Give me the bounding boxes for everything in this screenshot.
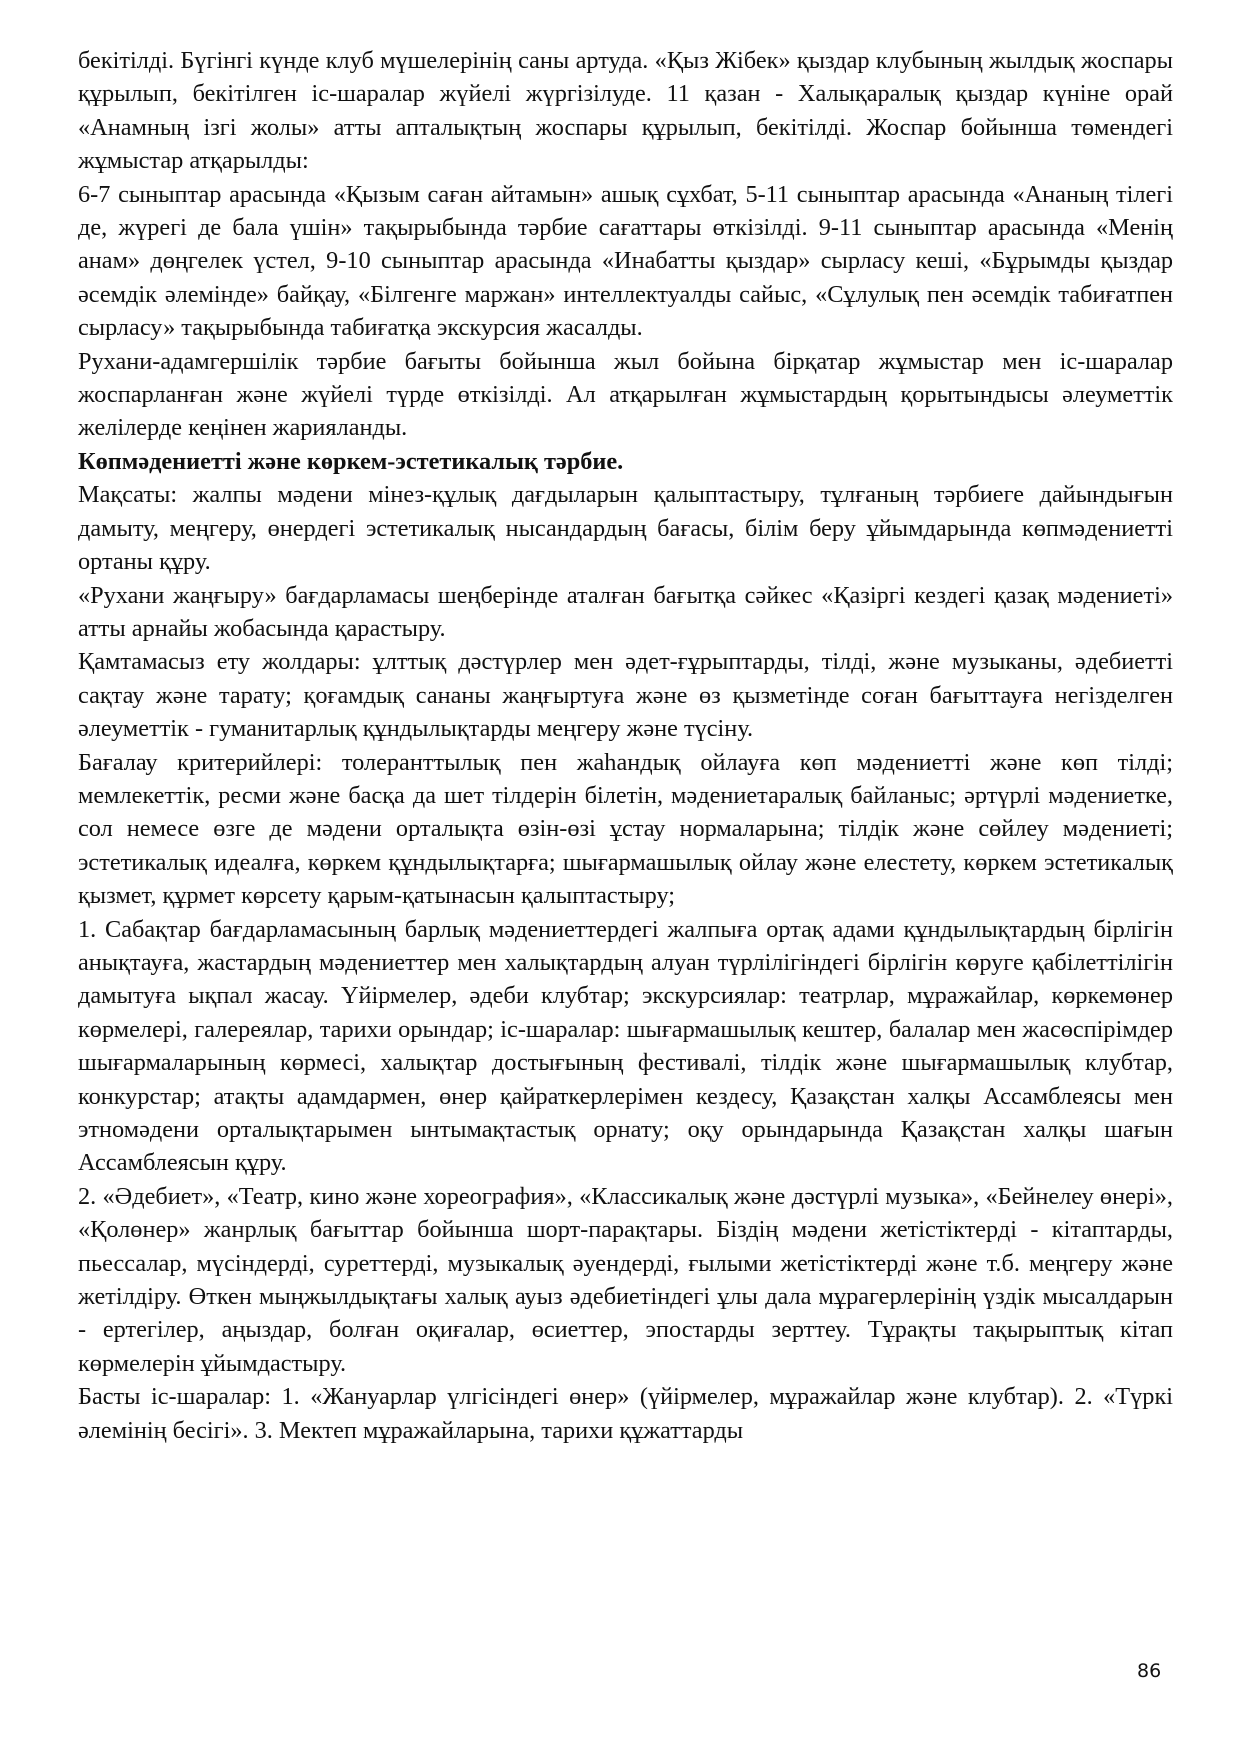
paragraph-events: 6-7 сыныптар арасында «Қызым саған айтамын» ашық сұхбат, 5-11 сыныптар арасында «Ананың тілегі де, жүрегі де бала үшін» тақырыбында тәрбие сағаттары өткізілді. 9-11 сыныптар арасында «Менің анам» дөңгелек үстел, 9-10 сыныптар арасында «Инабатты қыздар» сырласу кеші, «Бұрымды қыздар әсемдік әлемінде» байқау, «Білгенге маржан» интеллектуалды сайыс, «Сұлулық пен әсемдік табиғатпен сырласу» тақырыбында табиғатқа экскурсия жасалды. — [78, 180, 1173, 342]
paragraph-methods: Қамтамасыз ету жолдары: ұлттық дәстүрлер мен әдет-ғұрыптарды, тілді, және музыканы, әдебиетті сақтау және тарату; қоғамдық сананы жаңғыртуға және өз қызметінде соған бағыттауға негізделген әлеуметтік - гуманитарлық құндылықтарды меңгеру және түсіну. — [78, 648, 1173, 743]
paragraph-item-2: 2. «Әдебиет», «Театр, кино және хореография», «Классикалық және дәстүрлі музыка», «Бейнелеу өнері», «Қолөнер» жанрлық бағыттар бойынша шорт-парақтары. Біздің мәдени жетістіктерді - кітаптарды, пьессалар, мүсіндерді, суреттерді, музыкалық әуендерді, ғылыми жетістіктерді және т.б. меңгеру және жетілдіру. Өткен мыңжылдықтағы халық ауыз әдебиетіндегі ұлы дала мұрагерлерінің үздік мысалдарын - ертегілер, аңыздар, болған оқиғалар, өсиеттер, эпостарды зерттеу. Тұрақты тақырыптық кітап көрмелерін ұйымдастыру. — [78, 1182, 1173, 1377]
paragraph-intro: бекітілді. Бүгінгі күнде клуб мүшелерінің саны артуда. «Қыз Жібек» қыздар клубының жылдық жоспары құрылып, бекітілген іс-шаралар жүйелі жүргізілуде. 11 қазан - Халықаралық қыздар күніне орай «Анамның ізгі жолы» атты апталықтың жоспары құрылып, бекітілді. Жоспар бойынша төмендегі жұмыстар атқарылды: — [78, 47, 1173, 175]
paragraph-criteria: Бағалау критерийлері: толеранттылық пен жаһандық ойлауға көп мәдениетті және көп тілді; мемлекеттік, ресми және басқа да шет тілдерін білетін, мәдениетаралық байланыс; әртүрлі мәдениетке, сол немесе өзге де мәдени орталықта өзін-өзі ұстау нормаларына; тілдік және сөйлеу мәдениеті; эстетикалық идеалға, көркем құндылықтарға; шығармашылық ойлау және елестету, көркем эстетикалық қызмет, құрмет көрсету қарым-қатынасын қалыптастыру; — [78, 748, 1173, 910]
paragraph-goal: Мақсаты: жалпы мәдени мінез-құлық дағдыларын қалыптастыру, тұлғаның тәрбиеге дайындығын дамыту, меңгеру, өнердегі эстетикалық нысандардың бағасы, білім беру ұйымдарында көпмәдениетті ортаны құру. — [78, 481, 1173, 576]
section-heading: Көпмәдениетті және көркем-эстетикалық тәрбие. — [78, 447, 624, 475]
paragraph-spiritual: Рухани-адамгершілік тәрбие бағыты бойынша жыл бойына бірқатар жұмыстар мен іс-шаралар жоспарланған және жүйелі түрде өткізілді. Ал атқарылған жұмыстардың қорытындысы әлеуметтік желілерде кеңінен жарияланды. — [78, 347, 1173, 442]
paragraph-main-events: Басты іс-шаралар: 1. «Жануарлар үлгісіндегі өнер» (үйірмелер, мұражайлар және клубтар). 2. «Түркі әлемінің бесігі». 3. Мектеп мұражайларына, тарихи құжаттарды — [78, 1383, 1173, 1444]
page-number: 86 — [1137, 1660, 1162, 1682]
paragraph-program: «Рухани жаңғыру» бағдарламасы шеңберінде аталған бағытқа сәйкес «Қазіргі кездегі қазақ мәдениеті» атты арнайы жобасында қарастыру. — [78, 581, 1173, 642]
paragraph-item-1: 1. Сабақтар бағдарламасының барлық мәдениеттердегі жалпыға ортақ адами құндылықтардың бірлігін анықтауға, жастардың мәдениеттер мен халықтардың алуан түрлілігіндегі бірлігін көруге қабілеттілігін дамытуға ықпал жасау. Үйірмелер, әдеби клубтар; экскурсиялар: театрлар, мұражайлар, көркемөнер көрмелері, галереялар, тарихи орындар; іс-шаралар: шығармашылық кештер, балалар мен жасөспірімдер шығармаларының көрмесі, халықтар достығының фестивалі, тілдік және шығармашылық клубтар, конкурстар; атақты адамдармен, өнер қайраткерлерімен кездесу, Қазақстан халқы Ассамблеясы мен этномәдени орталықтарымен ынтымақтастық орнату; оқу орындарында Қазақстан халқы шағын Ассамблеясын құру. — [78, 915, 1173, 1177]
document-body — [78, 44, 1173, 1447]
